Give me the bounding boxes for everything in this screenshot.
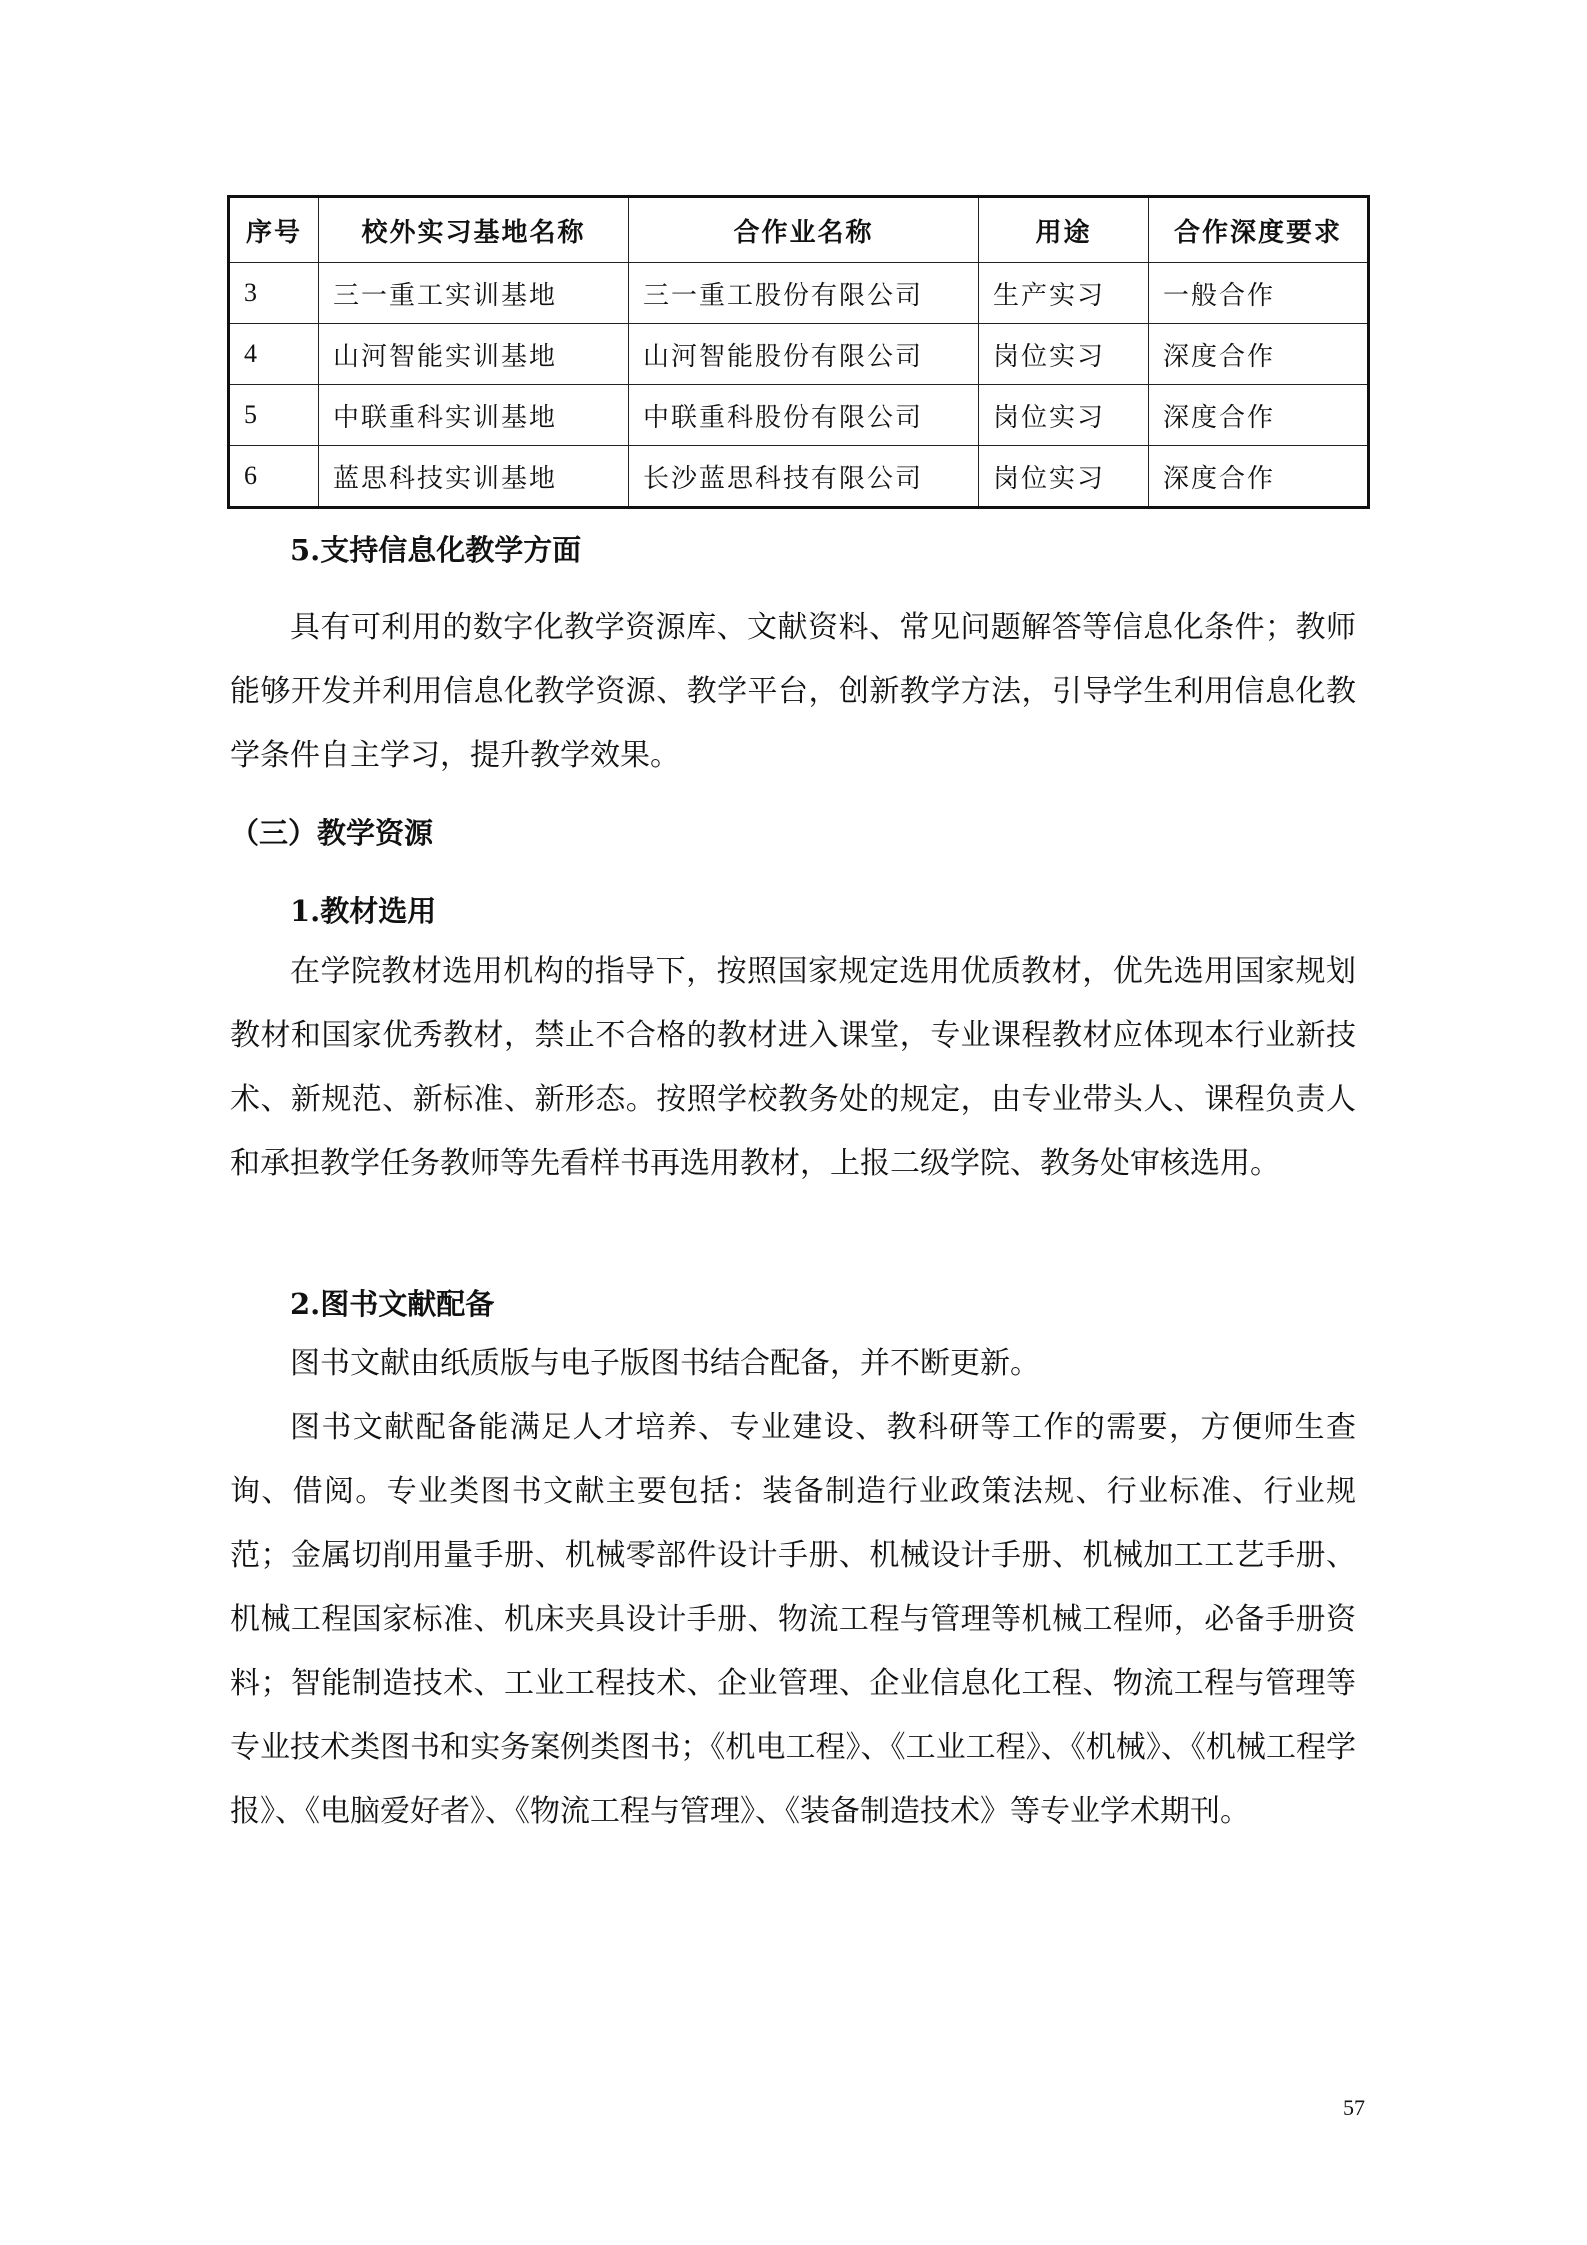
cell-cooperation-depth: 深度合作	[1149, 385, 1369, 446]
section3-heading: （三）教学资源	[230, 816, 434, 850]
cell-company-name: 中联重科股份有限公司	[629, 385, 979, 446]
table-row	[229, 446, 1369, 508]
library-resources-paragraph-1: 图书文献由纸质版与电子版图书结合配备，并不断更新。	[290, 1346, 1040, 1381]
cell-company-name: 长沙蓝思科技有限公司	[629, 446, 979, 508]
cell-company-name: 三一重工股份有限公司	[629, 263, 979, 324]
header-index: 序号	[229, 197, 319, 263]
cell-cooperation-depth: 深度合作	[1149, 446, 1369, 508]
header-cooperation-depth: 合作深度要求	[1149, 197, 1369, 263]
cell-company-name: 山河智能股份有限公司	[629, 324, 979, 385]
cell-purpose: 岗位实习	[979, 324, 1149, 385]
cell-purpose: 生产实习	[979, 263, 1149, 324]
page-number: 57	[1343, 2095, 1365, 2120]
header-company-name: 合作业名称	[629, 197, 979, 263]
library-resources-heading: 2.图书文献配备	[290, 1287, 495, 1321]
table-header-row	[229, 197, 1369, 263]
textbook-selection-heading: 1.教材选用	[290, 894, 437, 928]
cell-index: 4	[229, 324, 319, 385]
internship-sites-table	[227, 195, 1370, 509]
cell-purpose: 岗位实习	[979, 385, 1149, 446]
cell-cooperation-depth: 深度合作	[1149, 324, 1369, 385]
cell-site-name: 中联重科实训基地	[319, 385, 629, 446]
cell-site-name: 蓝思科技实训基地	[319, 446, 629, 508]
table-row	[229, 263, 1369, 324]
cell-site-name: 三一重工实训基地	[319, 263, 629, 324]
cell-site-name: 山河智能实训基地	[319, 324, 629, 385]
cell-index: 5	[229, 385, 319, 446]
cell-cooperation-depth: 一般合作	[1149, 263, 1369, 324]
section5-heading: 5.支持信息化教学方面	[290, 533, 582, 567]
cell-purpose: 岗位实习	[979, 446, 1149, 508]
section5-paragraph: 具有可利用的数字化教学资源库、文献资料、常见问题解答等信息化条件；教师能够开发并利用信息化教学资源、教学平台，创新教学方法，引导学生利用信息化教学条件自主学习，提升教学效果。	[230, 610, 1356, 773]
cell-index: 3	[229, 263, 319, 324]
library-resources-paragraph-2: 图书文献配备能满足人才培养、专业建设、教科研等工作的需要，方便师生查询、借阅。专业类图书文献主要包括：装备制造行业政策法规、行业标准、行业规范；金属切削用量手册、机械零部件设计手册、机械设计手册、机械加工工艺手册、机械工程国家标准、机床夹具设计手册、物流工程与管理等机械工程师，必备手册资料；智能制造技术、工业工程技术、企业管理、企业信息化工程、物流工程与管理等专业技术类图书和实务案例类图书；《机电工程》、《工业工程》、《机械》、《机械工程学报》、《电脑爱好者》、《物流工程与管理》、《装备制造技术》等专业学术期刊。	[230, 1410, 1356, 1829]
table-row	[229, 385, 1369, 446]
textbook-selection-paragraph: 在学院教材选用机构的指导下，按照国家规定选用优质教材，优先选用国家规划教材和国家优秀教材，禁止不合格的教材进入课堂，专业课程教材应体现本行业新技术、新规范、新标准、新形态。按照学校教务处的规定，由专业带头人、课程负责人和承担教学任务教师等先看样书再选用教材，上报二级学院、教务处审核选用。	[230, 954, 1356, 1181]
cell-index: 6	[229, 446, 319, 508]
header-site-name: 校外实习基地名称	[319, 197, 629, 263]
header-purpose: 用途	[979, 197, 1149, 263]
table-row	[229, 324, 1369, 385]
